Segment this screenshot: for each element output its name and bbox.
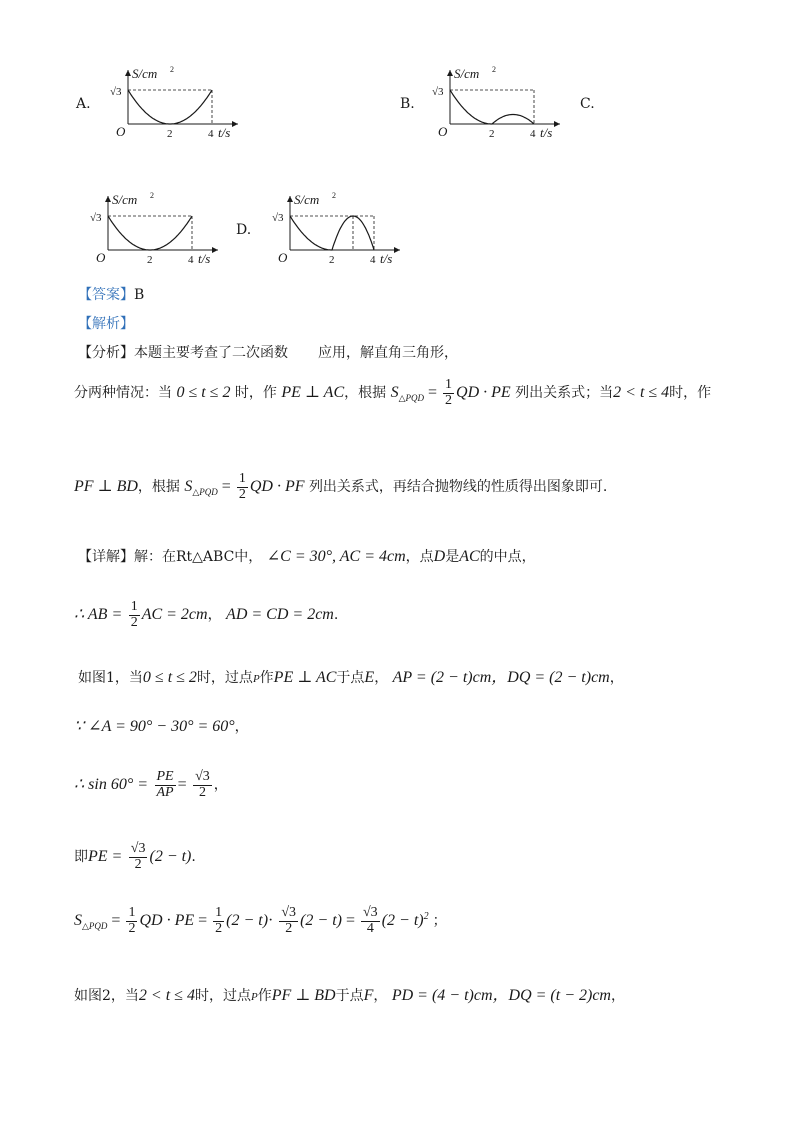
detail-line-8 (74, 982, 625, 1005)
y-tick-sqrt3: √3 (432, 86, 444, 98)
analysis-line (78, 313, 134, 333)
graph-d-svg (268, 190, 408, 270)
detail-line-3 (78, 664, 624, 687)
detail-l8-f: PF ⊥ BD (271, 987, 336, 1004)
frac-sqrt3-2c (279, 906, 298, 936)
detail-l4-b: ， (234, 719, 249, 735)
detail-l8-b: 2 < t ≤ 4 (138, 987, 195, 1004)
detail-l8-k: ， (611, 988, 625, 1004)
fenxi-line-2 (74, 378, 711, 408)
frac-den-2: 2 (238, 486, 246, 502)
detail-l1-g: 的中点， (479, 549, 536, 565)
s-symbol-2: S (184, 477, 193, 495)
frac-num-4: 1 (128, 905, 136, 920)
y-axis-arrow (105, 196, 111, 202)
frac-sqrt3-2b (129, 842, 148, 872)
origin-label: O (116, 124, 126, 139)
frac-pe-ap (155, 770, 176, 800)
y-axis-label-sup: 2 (170, 65, 174, 74)
detail-l1-d: D (433, 548, 446, 565)
frac-den-4: 2 (128, 920, 136, 936)
curve (450, 90, 534, 124)
origin-label: O (96, 250, 106, 265)
x-axis-label: t/s (218, 125, 231, 140)
detail-l6-b: PE = (88, 848, 123, 866)
dot-1: · (268, 911, 274, 929)
option-c-graph (86, 190, 226, 274)
x-tick-4: 4 (208, 128, 214, 140)
frac-two: 2 (198, 784, 206, 800)
x-axis-label: t/s (540, 125, 553, 140)
detail-l3-b: 0 ≤ t ≤ 2 (142, 669, 197, 686)
fenxi-line-1 (78, 342, 458, 362)
detail-l3-c: 时，过点 (196, 670, 253, 686)
frac-half-4 (126, 906, 137, 936)
two-minus-t-sq: (2 − t) (381, 911, 424, 929)
detail-line-6 (74, 842, 196, 872)
detail-line-2 (74, 600, 338, 630)
detail-l2-c: ， (207, 607, 222, 624)
fenxi-l2-cond1: 0 ≤ t ≤ 2 (176, 383, 231, 401)
qd-pe: QD · PE (456, 383, 511, 401)
detail-l6-c: (2 − t) (149, 848, 192, 866)
frac-num-2: 1 (238, 471, 246, 486)
s-subscript: △PQD (398, 392, 424, 403)
detail-l7-formula (74, 905, 433, 936)
two-minus-t-2: (2 − t) (300, 911, 342, 929)
detail-l8-i: ， (373, 988, 388, 1004)
detail-l8-g: 于点 (335, 988, 364, 1004)
curve (108, 216, 192, 250)
y-axis-label: S/cm (294, 192, 320, 207)
detail-l3-f: PE ⊥ AC (273, 669, 337, 686)
frac-twob: 2 (134, 856, 142, 872)
eq-sign-2: = (221, 477, 231, 495)
square-sup: 2 (423, 910, 429, 922)
detail-line-5 (74, 770, 228, 800)
detail-l3-i: ， (374, 670, 389, 686)
y-axis-arrow (447, 70, 453, 76)
detail-l1-c: ，点 (405, 549, 434, 565)
frac-half-3 (129, 600, 140, 630)
detail-l2-d: AD = CD = 2cm (226, 606, 334, 624)
x-tick-4: 4 (188, 254, 194, 266)
graph-a-svg (106, 64, 246, 144)
analysis-tag: 【解析】 (78, 316, 134, 332)
s-subscript-2: △PQD (192, 486, 218, 497)
detail-l6-d: . (191, 849, 196, 866)
fenxi-l2-e: 时，作 (669, 384, 712, 401)
y-axis-label-sup: 2 (150, 191, 154, 200)
detail-l1-e: 是 (445, 549, 460, 565)
detail-tag: 【详解】 (78, 549, 134, 565)
detail-l1-b: ∠C = 30°, AC = 4cm (266, 548, 406, 565)
y-axis-arrow (125, 70, 131, 76)
x-axis-arrow (554, 121, 560, 127)
frac-half-2 (237, 472, 248, 502)
origin-label: O (278, 250, 288, 265)
detail-l8-e: 作 (257, 988, 272, 1004)
y-tick-sqrt3: √3 (90, 212, 102, 224)
fenxi-l2-b: 时，作 (234, 384, 277, 401)
option-a-label: A. (76, 96, 91, 112)
fenxi-l3-b: ，根据 (137, 478, 180, 495)
detail-l6-a: 即 (74, 849, 88, 866)
frac-den: 2 (445, 392, 453, 408)
y-axis-label: S/cm (132, 66, 158, 81)
answer-line (78, 284, 144, 304)
detail-line-4 (74, 716, 249, 736)
option-d-label: D. (236, 222, 252, 238)
detail-l3-g: 于点 (336, 670, 365, 686)
x-tick-2: 2 (489, 128, 495, 140)
detail-l8-c: 时，过点 (194, 988, 251, 1004)
detail-l8-d: P (250, 991, 258, 1003)
graph-b-svg (428, 64, 568, 144)
x-tick-2: 2 (147, 254, 153, 266)
x-tick-2: 2 (329, 254, 335, 266)
detail-l3-a: 如图1，当 (78, 670, 143, 686)
detail-l4: ∵ ∠A = 90° − 30° = 60° (74, 718, 235, 735)
fenxi-l3-c: 列出关系式，再结合抛物线的性质得出图象即可. (308, 478, 608, 495)
fenxi-l2-perp: PE ⊥ AC (281, 383, 345, 401)
s-symbol-3: S (74, 911, 82, 929)
frac-num-3: 1 (130, 599, 138, 614)
y-axis-arrow (287, 196, 293, 202)
frac-four: 4 (366, 920, 374, 936)
detail-line-1 (78, 546, 536, 566)
detail-l2-e: . (333, 607, 339, 624)
y-axis-label-sup: 2 (332, 191, 336, 200)
option-d-graph (268, 190, 408, 274)
frac-den-3: 2 (130, 614, 138, 630)
x-tick-4: 4 (370, 254, 376, 266)
fenxi-l2-d: 列出关系式；当 (515, 384, 614, 401)
qd-pe-2: QD · PE (139, 911, 195, 929)
fenxi-l3-perp: PF ⊥ BD (74, 477, 138, 495)
s-subscript-3: △PQD (82, 920, 108, 931)
frac-sqrt3c: √3 (281, 905, 297, 920)
frac-ap: AP (156, 784, 174, 800)
detail-l8-j: PD = (4 − t)cm，DQ = (t − 2)cm (391, 987, 611, 1004)
fenxi-l2-c: ，根据 (344, 384, 387, 401)
fenxi-l2-formula (390, 377, 511, 408)
curve (290, 216, 374, 250)
y-tick-sqrt3: √3 (110, 86, 122, 98)
fenxi-text-2: 应用，解直角三角形， (318, 345, 458, 361)
frac-sqrt3-4 (361, 906, 380, 936)
qd-pf: QD · PF (249, 477, 305, 495)
two-minus-t-1: (2 − t) (226, 911, 269, 929)
fenxi-line-3 (74, 472, 607, 502)
frac-num-5: 1 (215, 905, 223, 920)
answer-value: B (134, 287, 145, 303)
option-b-label: B. (400, 96, 415, 112)
fenxi-l2-cond2: 2 < t ≤ 4 (613, 383, 670, 401)
fenxi-text-1: 本题主要考查了二次函数 (134, 345, 288, 361)
detail-l1-a: 解：在Rt△ABC中， (134, 549, 263, 565)
fenxi-l3-formula (184, 471, 305, 502)
detail-l5-a: ∴ sin 60° = (74, 776, 149, 794)
detail-l1-f: AC (459, 548, 480, 565)
eq-sign: = (428, 383, 438, 401)
x-axis-label: t/s (380, 251, 393, 266)
answer-tag: 【答案】 (78, 287, 134, 303)
frac-sqrt3d: √3 (363, 905, 378, 920)
origin-label: O (438, 124, 448, 139)
frac-twoc: 2 (285, 920, 293, 936)
detail-l2-a: ∴ AB = (74, 606, 123, 624)
detail-l3-j: AP = (2 − t)cm，DQ = (2 − t)cm (392, 669, 610, 686)
eq-sign-3: = (111, 911, 121, 929)
detail-l3-d: P (252, 673, 260, 685)
frac-num: 1 (445, 377, 453, 392)
detail-line-7 (74, 906, 447, 936)
frac-sqrt3-2 (193, 770, 212, 800)
detail-l3-e: 作 (259, 670, 274, 686)
y-axis-label: S/cm (454, 66, 480, 81)
detail-l8-h: F (363, 987, 374, 1004)
detail-l5-b: = (177, 776, 187, 794)
frac-sqrt3: √3 (195, 769, 210, 784)
detail-l7-end: ； (432, 912, 447, 929)
x-axis-arrow (394, 247, 400, 253)
fenxi-l2-a: 分两种情况：当 (74, 384, 172, 401)
y-tick-sqrt3: √3 (272, 212, 284, 224)
option-a-graph (106, 64, 246, 148)
x-axis-arrow (232, 121, 238, 127)
frac-den-5: 2 (215, 920, 223, 936)
detail-l3-h: E (364, 669, 375, 686)
frac-pe: PE (156, 769, 174, 784)
graph-c-svg (86, 190, 226, 270)
frac-half (443, 378, 454, 408)
eq-sign-4: = (198, 911, 208, 929)
curve (128, 90, 212, 124)
frac-sqrt3b: √3 (130, 841, 146, 856)
x-tick-4: 4 (530, 128, 536, 140)
option-c-label: C. (580, 96, 595, 112)
detail-l2-b: AC = 2cm (141, 606, 208, 624)
fenxi-tag: 【分析】 (78, 345, 134, 361)
x-axis-label: t/s (198, 251, 211, 266)
x-axis-arrow (212, 247, 218, 253)
y-axis-label: S/cm (112, 192, 138, 207)
detail-l8-a: 如图2，当 (74, 988, 139, 1004)
eq-sign-5: = (345, 911, 355, 929)
y-axis-label-sup: 2 (492, 65, 496, 74)
frac-half-5 (213, 906, 224, 936)
detail-l5-c: ， (213, 777, 228, 794)
x-tick-2: 2 (167, 128, 173, 140)
s-symbol: S (390, 383, 399, 401)
option-b-graph (428, 64, 568, 148)
detail-l3-k: ， (609, 670, 624, 686)
